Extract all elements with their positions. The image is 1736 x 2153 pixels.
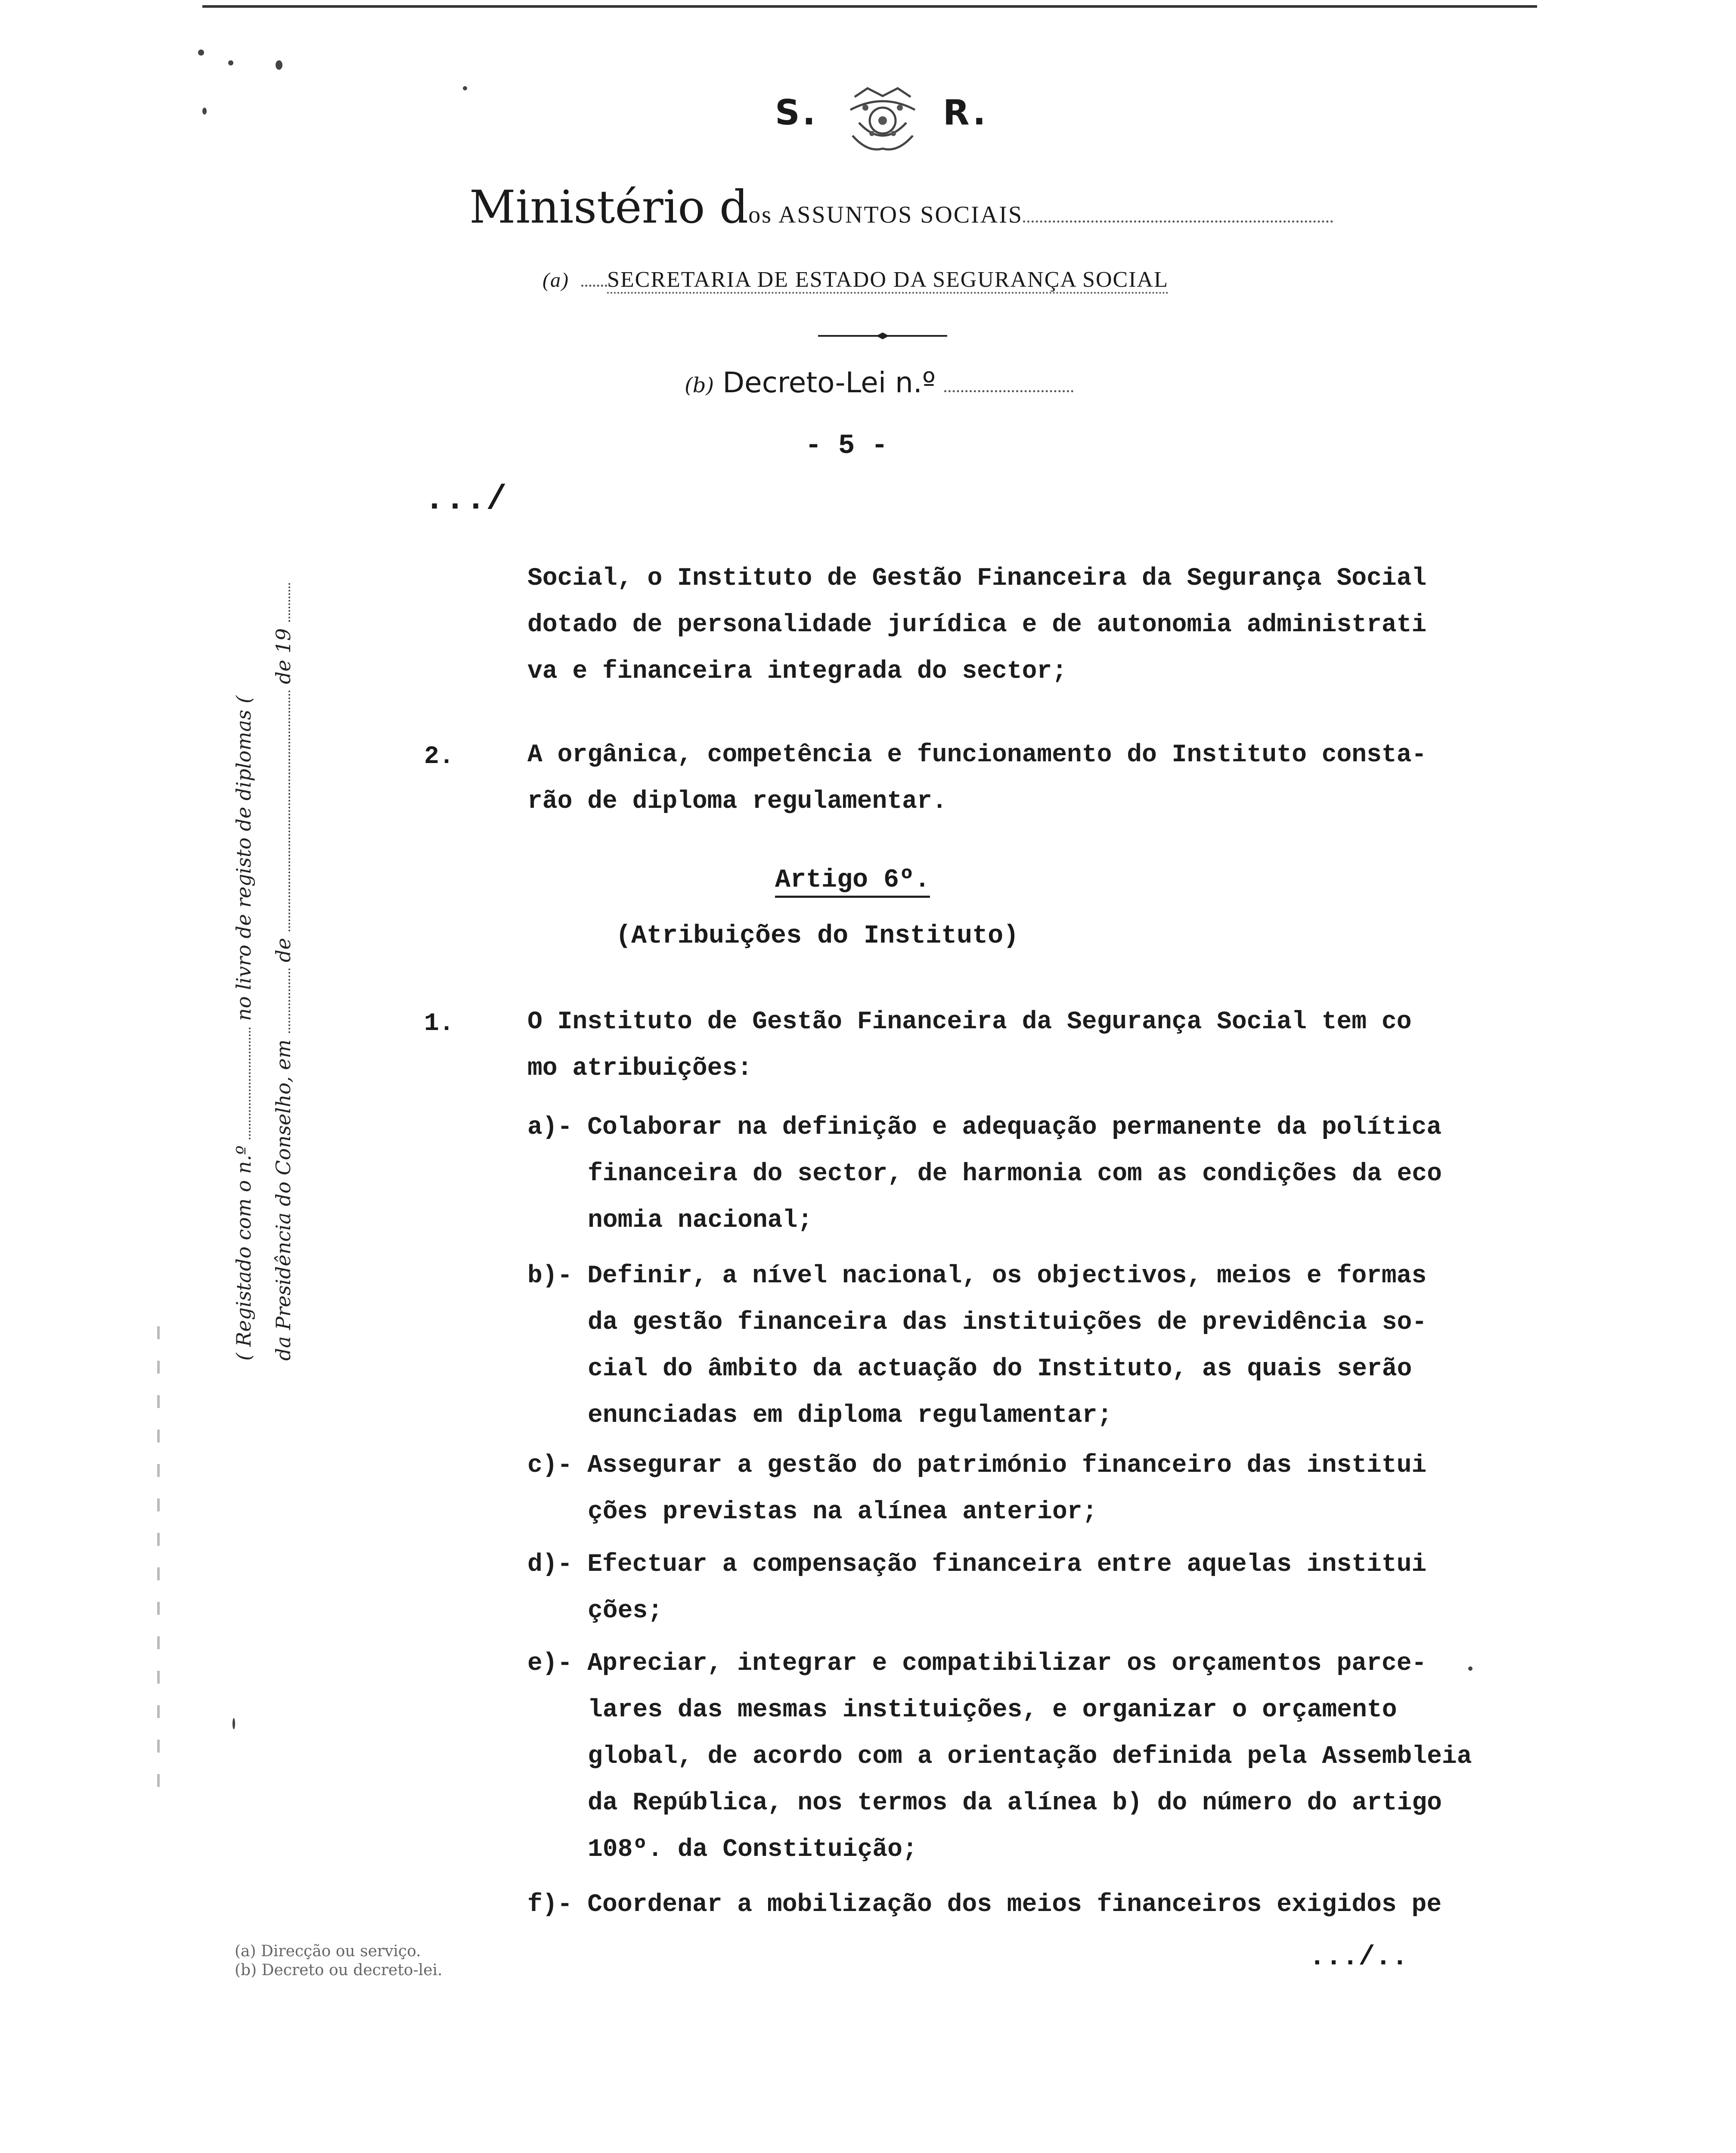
scan-speck <box>228 60 233 65</box>
text-line: rão de diploma regulamentar. <box>527 788 947 816</box>
text-line: da gestão financeira das instituições de previdência so- <box>588 1309 1427 1337</box>
article-subtitle: (Atribuições do Instituto) <box>616 921 1019 951</box>
text-line: mo atribuições: <box>527 1055 753 1083</box>
registry-text-b: no livro de registo de diplomas <box>232 710 255 1021</box>
subitem-label: c)- <box>527 1452 573 1480</box>
decreto-text: Decreto-Lei n.º <box>722 366 936 399</box>
footnote-a: (a) Direcção ou serviço. <box>235 1942 421 1960</box>
registry-text-a: Registado com o n.º <box>232 1145 255 1347</box>
registry-dots-4 <box>282 583 290 622</box>
text-line: da República, nos termos da alínea b) do número do artigo <box>588 1789 1442 1817</box>
subitem-label: f)- <box>527 1891 573 1919</box>
text-line <box>527 1542 1426 1588</box>
registry-text-e: de 19 <box>272 628 295 684</box>
text-line <box>527 1253 1427 1300</box>
subitem-line: Assegurar a gestão do património financeiro das institui <box>587 1452 1427 1480</box>
registry-line-1: ( Registado com o n.º no livro de registo de diplomas ( <box>232 695 255 1361</box>
item-number-1: 1. <box>424 1010 454 1038</box>
subitem-line: Apreciar, integrar e compatibilizar os orçamentos parce- <box>587 1650 1427 1678</box>
subitem-f <box>527 1882 1442 1928</box>
decreto-dotted-fill <box>944 390 1073 392</box>
ministry-line <box>469 181 1333 233</box>
ministry-name: os ASSUNTOS SOCIAIS <box>748 202 1023 228</box>
subitem-d <box>527 1542 1426 1635</box>
page-number: - 5 - <box>805 431 888 462</box>
text-line: financeira do sector, de harmonia com as condições da eco <box>588 1160 1442 1188</box>
text-line: ções previstas na alínea anterior; <box>588 1498 1097 1526</box>
header-r: R. <box>943 93 989 133</box>
scan-speck <box>232 1718 235 1729</box>
text-line: nomia nacional; <box>588 1207 813 1235</box>
subitem-b <box>527 1253 1427 1439</box>
scan-speck <box>202 108 207 115</box>
scan-speck <box>198 50 204 56</box>
text-line: O Instituto de Gestão Financeira da Segurança Social tem co <box>527 1008 1412 1036</box>
text-line: enunciadas em diploma regulamentar; <box>588 1402 1113 1430</box>
text-line: A orgânica, competência e funcionamento do Instituto consta- <box>527 741 1427 769</box>
subitem-line: Efectuar a compensação financeira entre aquelas institui <box>587 1551 1427 1579</box>
text-line: cial do âmbito da actuação do Instituto, as quais serão <box>588 1355 1412 1383</box>
subitem-line: Definir, a nível nacional, os objectivos, meios e formas <box>587 1262 1427 1290</box>
ministry-prefix: Ministério d <box>469 181 749 233</box>
registry-sidebar <box>224 564 310 1361</box>
registry-text-d: de <box>272 938 295 962</box>
article-title: Artigo 6º. <box>775 866 930 898</box>
footnote-b: (b) Decreto ou decreto-lei. <box>235 1961 443 1979</box>
text-line <box>527 1882 1442 1928</box>
next-page-mark: .../.. <box>1309 1942 1408 1973</box>
subitem-label: a)- <box>527 1114 573 1142</box>
secretaria-line <box>542 267 1169 292</box>
scan-speck <box>1468 1666 1472 1671</box>
header-s: S. <box>775 93 818 133</box>
text-line: 108º. da Constituição; <box>588 1836 918 1864</box>
text-line: va e financeira integrada do sector; <box>527 658 1067 686</box>
subitem-label: e)- <box>527 1650 573 1678</box>
subitem-line: Coordenar a mobilização dos meios financeiros exigidos pe <box>587 1891 1442 1919</box>
top-edge-rule <box>202 5 1537 8</box>
text-line: global, de acordo com a orientação definida pela Assembleia <box>588 1743 1472 1771</box>
ministry-dotted-fill <box>1023 220 1333 223</box>
decreto-label: (b) <box>685 373 714 397</box>
item-1-text <box>527 999 1412 1092</box>
registry-dots <box>243 1027 251 1139</box>
scan-edge-mark <box>157 1326 160 1800</box>
subitem-a <box>527 1104 1442 1244</box>
text-line <box>527 1641 1472 1687</box>
text-line <box>527 1443 1426 1489</box>
ornament-divider-icon <box>818 332 947 340</box>
paragraph-continuation <box>527 555 1426 695</box>
footnotes <box>235 1942 442 1980</box>
text-line <box>527 1104 1442 1151</box>
registry-line-2 <box>264 564 303 1361</box>
text-line: ções; <box>588 1597 663 1625</box>
subitem-label: b)- <box>527 1262 573 1290</box>
registry-dots-3 <box>282 690 290 931</box>
subitem-e <box>527 1641 1472 1873</box>
text-line: Social, o Instituto de Gestão Financeira da Segurança Social <box>527 565 1427 593</box>
secretaria-lead-dots <box>581 285 607 287</box>
coat-of-arms-emblem-icon <box>842 84 924 157</box>
subitem-c <box>527 1443 1426 1536</box>
decreto-line <box>685 366 1073 399</box>
text-line: dotado de personalidade jurídica e de autonomia administrati <box>527 611 1427 639</box>
scan-speck <box>463 86 467 90</box>
secretaria-label: (a) <box>542 269 569 292</box>
subitem-line: Colaborar na definição e adequação permanente da política <box>587 1114 1442 1142</box>
item-2-text <box>527 732 1426 825</box>
secretaria-text: SECRETARIA DE ESTADO DA SEGURANÇA SOCIAL <box>607 267 1169 294</box>
scan-speck <box>276 60 282 70</box>
registry-dots-2 <box>282 968 290 1033</box>
subitem-label: d)- <box>527 1551 573 1579</box>
continuation-mark: .../ <box>424 480 507 519</box>
registry-text-c: da Presidência do Conselho, em <box>272 1039 295 1361</box>
item-number-2: 2. <box>424 743 454 771</box>
text-line: lares das mesmas instituições, e organizar o orçamento <box>588 1696 1397 1724</box>
